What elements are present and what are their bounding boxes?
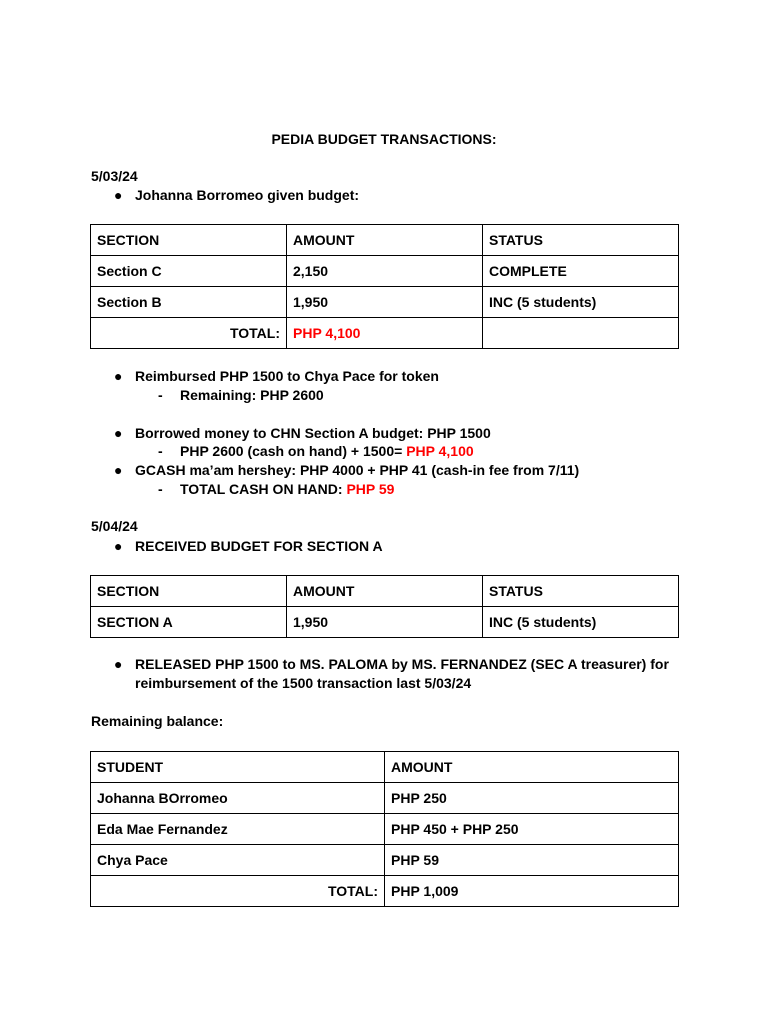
bullet-icon: ●: [114, 462, 123, 478]
total-value: PHP 4,100: [287, 318, 483, 349]
list-item-text: Johanna Borromeo given budget:: [135, 187, 360, 203]
table-cell: 1,950: [287, 287, 483, 318]
table-cell: 2,150: [287, 256, 483, 287]
sub-list-item: [158, 386, 324, 404]
remaining-balance-table: [90, 751, 679, 907]
table-cell: COMPLETE: [483, 256, 679, 287]
highlight-amount: PHP 59: [346, 481, 395, 497]
bullet-icon: ●: [114, 538, 123, 554]
table-header-row: [91, 752, 679, 783]
table-header-row: [91, 576, 679, 607]
list-item-text-continued: reimbursement of the 1500 transaction last 5/03/24: [135, 675, 472, 691]
list-item: [114, 367, 439, 385]
table-cell-empty: [483, 318, 679, 349]
remaining-balance-label: Remaining balance:: [91, 713, 224, 729]
table-row: [91, 256, 679, 287]
sub-list-item-text-plain: TOTAL CASH ON HAND:: [180, 481, 347, 497]
table-row: [91, 814, 679, 845]
sub-list-item-text: [180, 443, 474, 459]
sub-list-item: [158, 442, 474, 460]
table-row: [91, 845, 679, 876]
list-item: [114, 537, 383, 555]
table-header-cell: STATUS: [483, 225, 679, 256]
sub-list-item: [158, 480, 394, 498]
table-cell: PHP 450 + PHP 250: [385, 814, 679, 845]
table-header-cell: SECTION: [91, 576, 287, 607]
total-label: TOTAL:: [91, 318, 287, 349]
highlight-amount: PHP 4,100: [406, 443, 474, 459]
list-item: [114, 655, 669, 673]
table-cell: Chya Pace: [91, 845, 385, 876]
list-item-text: Reimbursed PHP 1500 to Chya Pace for token: [135, 368, 439, 384]
list-item: [114, 424, 491, 442]
table-cell: Johanna BOrromeo: [91, 783, 385, 814]
dash-icon: -: [158, 481, 163, 497]
table-cell: INC (5 students): [483, 287, 679, 318]
bullet-icon: ●: [114, 368, 123, 384]
table-row: [91, 783, 679, 814]
table-header-cell: AMOUNT: [385, 752, 679, 783]
table-cell: 1,950: [287, 607, 483, 638]
total-label: TOTAL:: [91, 876, 385, 907]
table-header-cell: AMOUNT: [287, 576, 483, 607]
sub-list-item-text: [180, 481, 394, 497]
table-cell: INC (5 students): [483, 607, 679, 638]
table-header-cell: SECTION: [91, 225, 287, 256]
bullet-icon: ●: [114, 656, 123, 672]
table-row: [91, 607, 679, 638]
list-item-text: RECEIVED BUDGET FOR SECTION A: [135, 538, 383, 554]
date-heading: 5/04/24: [91, 518, 138, 534]
list-item-text: Borrowed money to CHN Section A budget: PHP 1500: [135, 425, 491, 441]
table-total-row: [91, 318, 679, 349]
table-header-row: [91, 225, 679, 256]
bullet-icon: ●: [114, 425, 123, 441]
table-total-row: [91, 876, 679, 907]
total-value: PHP 1,009: [385, 876, 679, 907]
table-cell: SECTION A: [91, 607, 287, 638]
dash-icon: -: [158, 387, 163, 403]
bullet-icon: ●: [114, 187, 123, 203]
sub-list-item-text: Remaining: PHP 2600: [180, 387, 324, 403]
dash-icon: -: [158, 443, 163, 459]
list-item: [114, 461, 579, 479]
list-item: [114, 186, 359, 204]
section-a-table: [90, 575, 679, 638]
list-item-text: RELEASED PHP 1500 to MS. PALOMA by MS. FERNANDEZ (SEC A treasurer) for: [135, 656, 669, 672]
table-cell: Section B: [91, 287, 287, 318]
table-header-cell: AMOUNT: [287, 225, 483, 256]
date-heading: 5/03/24: [91, 168, 138, 184]
sub-list-item-text-plain: PHP 2600 (cash on hand) + 1500=: [180, 443, 407, 459]
section-budget-table: [90, 224, 679, 349]
page-title: PEDIA BUDGET TRANSACTIONS:: [271, 131, 497, 147]
table-cell: PHP 250: [385, 783, 679, 814]
list-item-text: GCASH ma’am hershey: PHP 4000 + PHP 41 (cash-in fee from 7/11): [135, 462, 580, 478]
table-cell: PHP 59: [385, 845, 679, 876]
table-row: [91, 287, 679, 318]
table-cell: Eda Mae Fernandez: [91, 814, 385, 845]
table-header-cell: STATUS: [483, 576, 679, 607]
table-header-cell: STUDENT: [91, 752, 385, 783]
table-cell: Section C: [91, 256, 287, 287]
